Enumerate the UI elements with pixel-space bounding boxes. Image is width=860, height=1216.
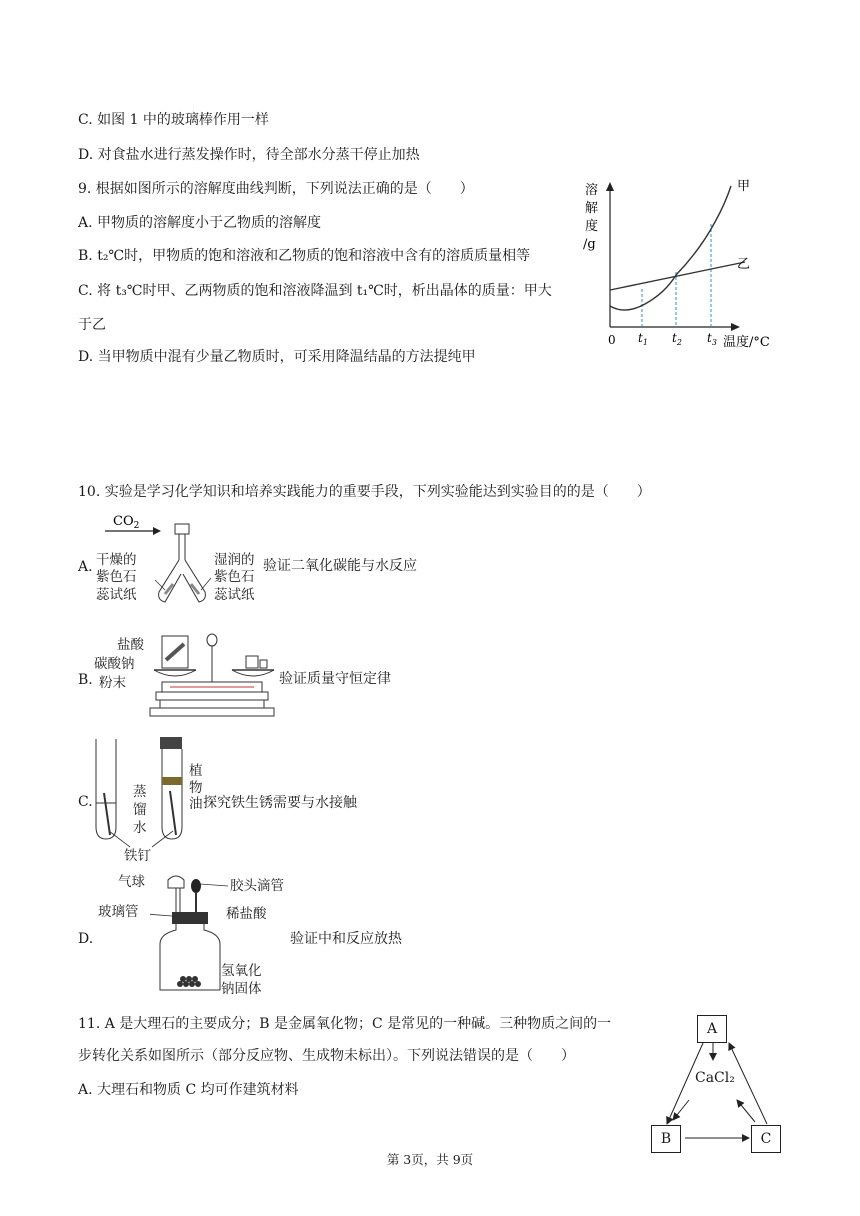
q10-c-oil-2: 物 [189,780,203,796]
q10-a-right-label-3: 蕊试纸 [214,587,255,603]
chart-ylabel-1: 溶 [585,183,599,198]
q10-c-oil-3: 油 [189,796,203,812]
q10-a-right-label-2: 紫色石 [214,569,255,585]
series-yi-label: 乙 [737,257,751,272]
chart-ylabel-4: /g [583,237,596,252]
q11-option-a: A. 大理石和物质 C 均可作建筑材料 [78,1082,299,1098]
q10-d-text: 验证中和反应放热 [290,931,402,947]
q10-c-water-1: 蒸 [133,784,147,800]
series-yi [610,262,745,290]
q10-c-water-3: 水 [133,820,147,836]
q11-stem-line2: 步转化关系如图所示（部分反应物、生成物未标出）。下列说法错误的是（ ） [78,1048,575,1064]
co2-label: $CO_2$ [113,514,140,531]
node-center-cacl2: CaCl₂ [695,1070,735,1086]
tick-t2: $t_2$ [672,331,682,347]
q11-stem-line1: 11. A 是大理石的主要成分；B 是金属氧化物；C 是常见的一种碱。三种物质之间的一 [78,1016,612,1032]
q10-c-water-2: 馏 [133,802,147,818]
q9-option-c: C. 将 t₃℃时甲、乙两物质的饱和溶液降温到 t₁℃时，析出晶体的质量：甲大 [78,283,552,299]
series-jia [610,186,731,310]
chart-ylabel-3: 度 [585,219,599,234]
chart-ylabel-2: 解 [585,201,599,216]
q10-b-text: 验证质量守恒定律 [279,671,391,687]
q9-stem: 9. 根据如图所示的溶解度曲线判断，下列说法正确的是（ ） [78,181,474,197]
q10-d-acid: 稀盐酸 [226,906,267,922]
q10-a-letter: A. [78,559,93,575]
node-c: C [751,1125,781,1153]
q10-stem: 10. 实验是学习化学知识和培养实践能力的重要手段，下列实验能达到实验目的的是（ ） [78,484,651,500]
q10-c-oil-1: 植 [189,763,203,779]
solubility-chart [575,172,790,357]
q8-option-c: C. 如图 1 中的玻璃棒作用一样 [78,112,269,128]
q10-d-balloon: 气球 [118,874,145,890]
q8-option-d: D. 对食盐水进行蒸发操作时，待全部水分蒸干停止加热 [78,147,420,163]
q9-option-b: B. t₂℃时，甲物质的饱和溶液和乙物质的饱和溶液中含有的溶质质量相等 [78,248,531,264]
q10-b-label-acid: 盐酸 [117,637,144,653]
q10-a-left-label-2: 紫色石 [96,569,137,585]
q10-d-tube: 玻璃管 [98,904,139,920]
q10-b-letter: B. [78,672,93,688]
tick-t3: $t_3$ [707,331,717,347]
q10-a-left-label-3: 蕊试纸 [96,587,137,603]
q10-c-letter: C. [78,794,93,810]
q10-d-solid-2: 钠固体 [221,981,262,997]
q10-a-text: 验证二氧化碳能与水反应 [263,558,417,574]
q10-c-nail: 铁钉 [124,848,151,864]
chart-origin: 0 [608,333,616,347]
q9-option-a: A. 甲物质的溶解度小于乙物质的溶解度 [78,215,322,231]
q10-a-left-label-1: 干燥的 [96,552,137,568]
q10-d-letter: D. [78,931,94,947]
q10-b-label-na2co3: 碳酸钠 [94,656,135,672]
q10-c-text: 探究铁生锈需要与水接触 [203,795,357,811]
q10-a-right-label-1: 湿润的 [214,552,255,568]
q10-d-dropper: 胶头滴管 [230,878,284,894]
flask-diagram [150,872,230,998]
q9-option-c-cont: 于乙 [78,317,106,333]
chart-xlabel: 温度/°C [723,335,770,350]
node-b: B [651,1125,681,1153]
q10-d-solid-1: 氢氧化 [221,963,262,979]
series-jia-label: 甲 [737,179,751,194]
balance-diagram [140,630,280,725]
node-a: A [697,1015,727,1043]
tick-t1: $t_1$ [638,331,648,347]
q9-option-d: D. 当甲物质中混有少量乙物质时，可采用降温结晶的方法提纯甲 [78,349,476,365]
page-footer: 第 3页，共 9页 [386,1152,474,1167]
q10-b-label-powder: 粉末 [99,675,126,691]
